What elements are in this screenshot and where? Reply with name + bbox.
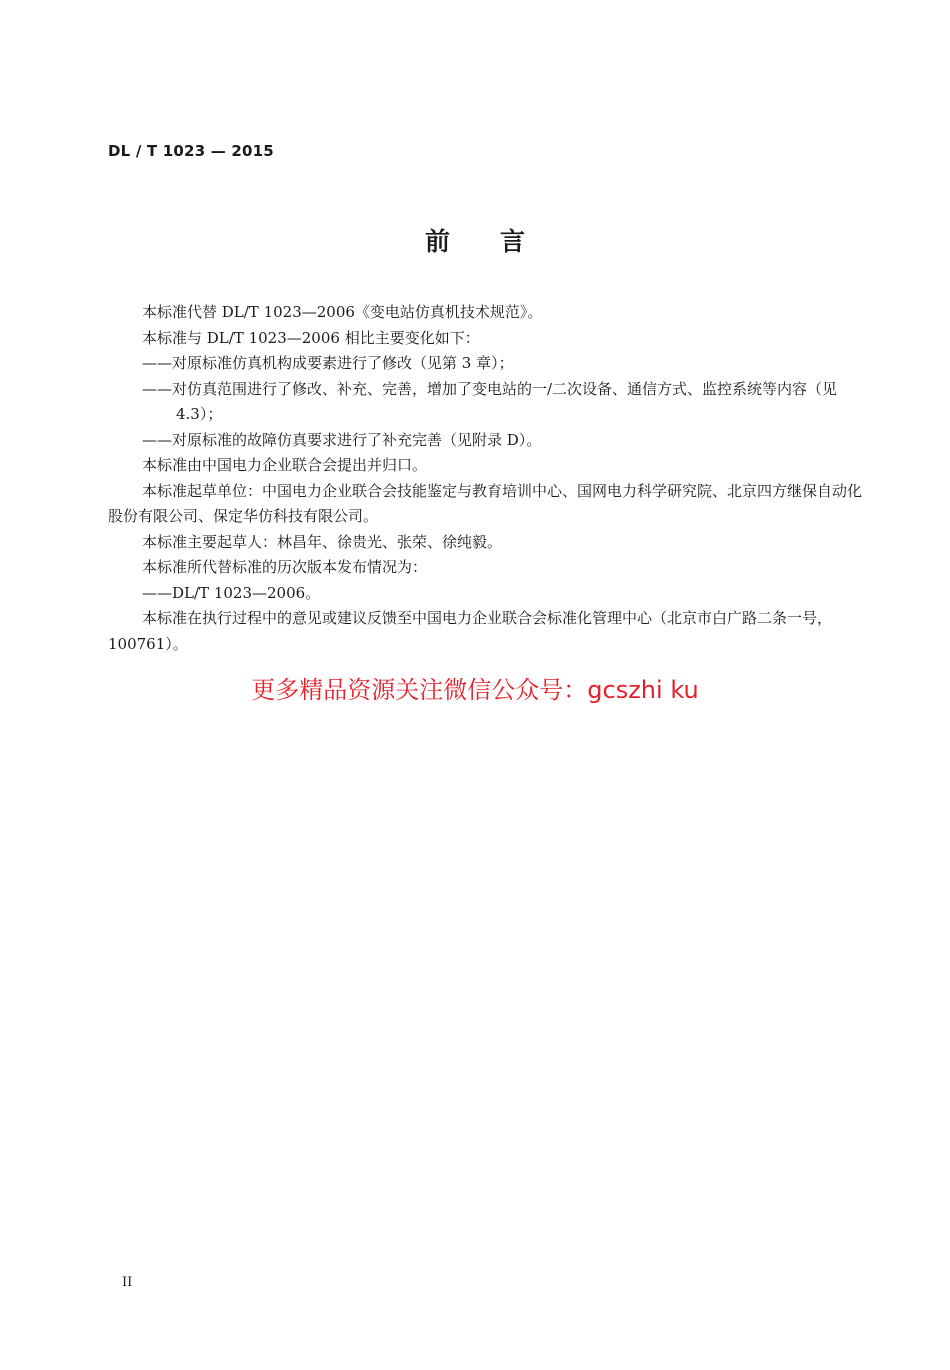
paragraph-history-intro: 本标准所代替标准的历次版本发布情况为：	[142, 558, 428, 576]
list-item-change-3: ——对原标准的故障仿真要求进行了补充完善（见附录 D）。	[142, 430, 542, 449]
list-item-change-1: ——对原标准仿真机构成要素进行了修改（见第 3 章）；	[142, 354, 514, 372]
page-title: 前 言	[424, 227, 525, 256]
paragraph-drafters: 本标准主要起草人：林昌年、徐贵光、张荣、徐纯毅。	[142, 532, 503, 551]
paragraph-changes-intro: 本标准与 DL/T 1023—2006 相比主要变化如下：	[142, 328, 480, 347]
paragraph-drafting-units: 本标准起草单位：中国电力企业联合会技能鉴定与教育培训中心、国网电力科学研究院、北京四方继保自动化股份有限公司、保定华仿科技有限公司。	[108, 481, 863, 525]
paragraph-replaces: 本标准代替 DL/T 1023—2006《变电站仿真机技术规范》。	[142, 303, 543, 321]
paragraph-proposed-by: 本标准由中国电力企业联合会提出并归口。	[142, 456, 428, 474]
list-item-history-1: ——DL/T 1023—2006。	[142, 583, 321, 602]
paragraph-feedback: 本标准在执行过程中的意见或建议反馈至中国电力企业联合会标准化管理中心（北京市白广路二条一号，100761）。	[108, 609, 833, 653]
promo-watermark-text: 更多精品资源关注微信公众号：gcszhi ku	[251, 676, 699, 704]
page-number: II	[122, 1275, 133, 1290]
list-item-change-2: ——对仿真范围进行了修改、补充、完善，增加了变电站的一/二次设备、通信方式、监控系统等内容（见 4.3）；	[142, 379, 838, 423]
preface-body	[108, 300, 870, 657]
standard-number-header: DL / T 1023 — 2015	[108, 142, 274, 160]
